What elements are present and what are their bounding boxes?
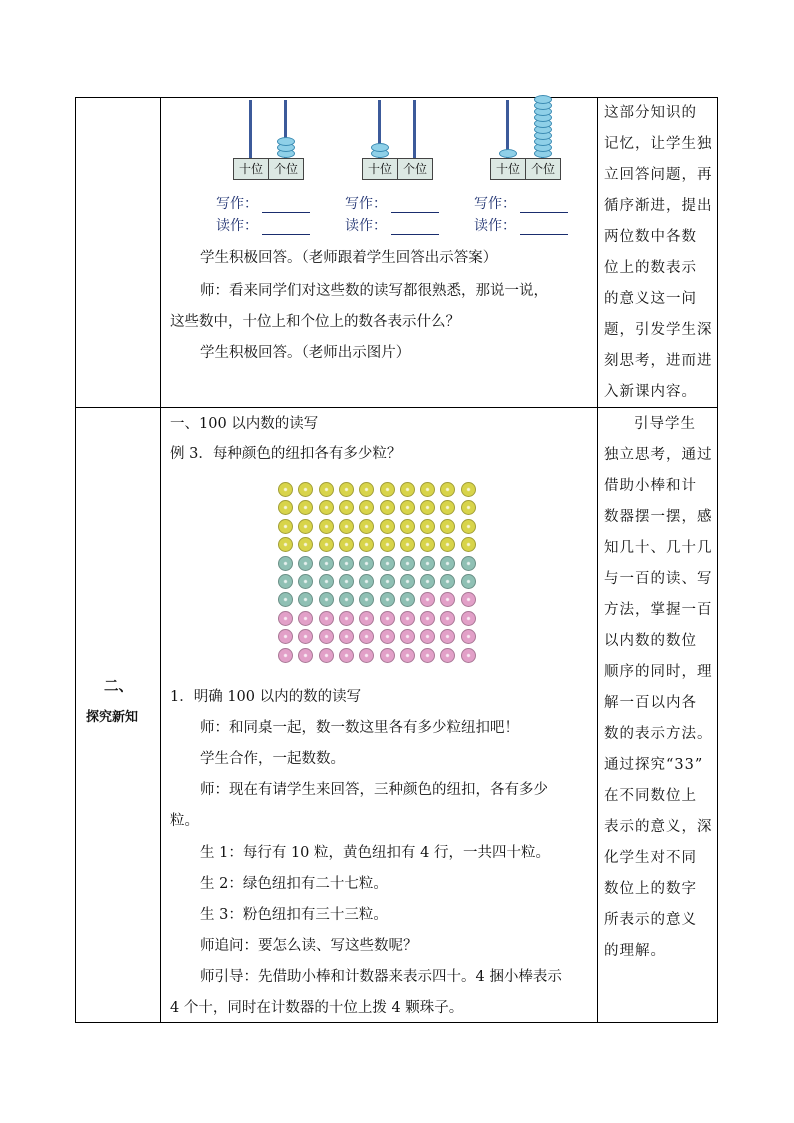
button-dot <box>400 519 415 534</box>
button-dot <box>440 574 455 589</box>
button-dot <box>359 592 374 607</box>
button-dot <box>420 611 435 626</box>
button-dot <box>440 482 455 497</box>
button-dot <box>400 648 415 663</box>
body-line: 学生积极回答。（老师跟着学生回答出示答案） <box>200 250 498 266</box>
button-dot <box>440 629 455 644</box>
button-dot <box>298 482 313 497</box>
abacus-bead <box>277 137 295 146</box>
button-dot <box>359 519 374 534</box>
body-line: 师：现在有请学生来回答，三种颜色的纽扣，各有多少 <box>200 782 548 798</box>
button-dot <box>278 629 293 644</box>
abacus-tens-label: 十位 <box>490 158 526 180</box>
button-dot <box>359 648 374 663</box>
button-dot <box>319 537 334 552</box>
button-dot <box>440 519 455 534</box>
button-dot <box>400 556 415 571</box>
button-dot <box>400 500 415 515</box>
button-dot <box>359 611 374 626</box>
button-dot <box>339 500 354 515</box>
button-dot <box>420 500 435 515</box>
side-note-1: 这部分知识的 记忆，让学生独 立回答问题，再 循序渐进，提出 两位数中各数 位上的数表示 的意义这一问 题，引发学生深 刻思考，进而进 入新课内容。 <box>604 105 713 400</box>
button-grid <box>278 482 482 666</box>
button-dot <box>298 556 313 571</box>
button-dot <box>359 629 374 644</box>
body-line: 学生合作，一起数数。 <box>200 751 345 767</box>
button-dot <box>319 592 334 607</box>
button-dot <box>319 519 334 534</box>
button-dot <box>380 537 395 552</box>
abacus-bead <box>371 143 389 152</box>
button-dot <box>461 574 476 589</box>
button-dot <box>380 629 395 644</box>
button-dot <box>359 574 374 589</box>
button-dot <box>298 519 313 534</box>
button-dot <box>461 556 476 571</box>
button-dot <box>319 556 334 571</box>
button-dot <box>380 574 395 589</box>
button-dot <box>319 648 334 663</box>
section-number: 二、 <box>104 679 133 695</box>
button-dot <box>380 556 395 571</box>
abacus-rod <box>413 100 416 158</box>
button-dot <box>278 574 293 589</box>
body-line: 生 1：每行有 10 粒，黄色纽扣有 4 行，一共四十粒。 <box>200 845 550 861</box>
button-dot <box>400 574 415 589</box>
button-dot <box>380 648 395 663</box>
button-dot <box>339 648 354 663</box>
button-dot <box>339 519 354 534</box>
button-dot <box>339 556 354 571</box>
abacus-ones-label: 个位 <box>525 158 561 180</box>
section-title: 探究新知 <box>86 710 139 725</box>
abacus-tens-label: 十位 <box>233 158 269 180</box>
button-dot <box>278 611 293 626</box>
button-dot <box>359 500 374 515</box>
button-dot <box>339 537 354 552</box>
abacus-ones-label: 个位 <box>268 158 304 180</box>
button-dot <box>359 556 374 571</box>
button-dot <box>461 592 476 607</box>
button-dot <box>339 611 354 626</box>
button-dot <box>339 482 354 497</box>
button-dot <box>420 556 435 571</box>
body-line: 4 个十，同时在计数器的十位上拨 4 颗珠子。 <box>170 1000 464 1016</box>
button-dot <box>461 482 476 497</box>
button-dot <box>400 629 415 644</box>
button-dot <box>278 482 293 497</box>
abacus-rod <box>249 100 252 158</box>
body-line: 师引导：先借助小棒和计数器来表示四十。4 捆小棒表示 <box>200 969 562 985</box>
button-dot <box>298 648 313 663</box>
button-dot <box>278 537 293 552</box>
button-dot <box>339 629 354 644</box>
button-dot <box>359 482 374 497</box>
abacus-figure <box>362 98 462 180</box>
button-dot <box>319 482 334 497</box>
button-dot <box>461 629 476 644</box>
button-dot <box>298 592 313 607</box>
button-dot <box>461 611 476 626</box>
button-dot <box>380 611 395 626</box>
side-note-2: 引导学生 独立思考，通过 借助小棒和计 数器摆一摆，感 知几十、几十几 与一百的读、写 方法，掌握一百 以内数的数位 顺序的同时，理 解一百以内各 数的表示方法。 通过探究“33” 在不同数位上 表示的意义，深 化学生对不同 数位上的数字 所表示的意义 的理解。 <box>604 416 713 959</box>
button-dot <box>278 592 293 607</box>
button-dot <box>440 500 455 515</box>
button-dot <box>339 574 354 589</box>
body-line: 这些数中，十位上和个位上的数各表示什么？ <box>170 314 460 330</box>
button-dot <box>461 537 476 552</box>
button-dot <box>278 500 293 515</box>
button-dot <box>380 592 395 607</box>
abacus-bead <box>534 95 552 104</box>
button-dot <box>420 519 435 534</box>
button-dot <box>278 556 293 571</box>
button-dot <box>298 537 313 552</box>
button-dot <box>319 629 334 644</box>
button-dot <box>420 629 435 644</box>
body-line: 学生积极回答。（老师出示图片） <box>200 345 411 361</box>
button-dot <box>339 592 354 607</box>
button-dot <box>440 611 455 626</box>
button-dot <box>380 500 395 515</box>
button-dot <box>380 482 395 497</box>
button-dot <box>359 537 374 552</box>
button-dot <box>298 574 313 589</box>
button-dot <box>461 519 476 534</box>
button-dot <box>420 482 435 497</box>
button-dot <box>440 648 455 663</box>
body-line: 生 2：绿色纽扣有二十七粒。 <box>200 876 388 892</box>
body-line: 师：和同桌一起，数一数这里各有多少粒纽扣吧！ <box>200 720 519 736</box>
button-dot <box>278 648 293 663</box>
button-dot <box>420 574 435 589</box>
button-dot <box>420 648 435 663</box>
button-dot <box>319 574 334 589</box>
abacus-bead <box>499 149 517 158</box>
abacus-tens-label: 十位 <box>362 158 398 180</box>
body-line: 师：看来同学们对这些数的读写都很熟悉，那说一说， <box>200 283 548 299</box>
button-dot <box>278 519 293 534</box>
body-line: 师追问：要怎么读、写这些数呢？ <box>200 938 418 954</box>
button-dot <box>298 629 313 644</box>
button-dot <box>400 482 415 497</box>
button-dot <box>298 611 313 626</box>
button-dot <box>420 537 435 552</box>
body-line: 粒。 <box>170 813 199 829</box>
body-line: 生 3：粉色纽扣有三十三粒。 <box>200 907 388 923</box>
example-question: 例 3．每种颜色的纽扣各有多少粒？ <box>170 446 402 462</box>
button-dot <box>400 537 415 552</box>
button-dot <box>440 556 455 571</box>
abacus-figure <box>490 98 590 180</box>
button-dot <box>461 500 476 515</box>
button-dot <box>440 592 455 607</box>
button-dot <box>461 648 476 663</box>
button-dot <box>440 537 455 552</box>
button-dot <box>400 592 415 607</box>
button-dot <box>420 592 435 607</box>
button-dot <box>319 611 334 626</box>
button-dot <box>380 519 395 534</box>
abacus-figure <box>233 98 333 180</box>
button-dot <box>400 611 415 626</box>
button-dot <box>298 500 313 515</box>
section-heading: 一、100 以内数的读写 <box>170 416 319 432</box>
abacus-ones-label: 个位 <box>397 158 433 180</box>
button-dot <box>319 500 334 515</box>
body-line: 1．明确 100 以内的数的读写 <box>170 689 362 705</box>
